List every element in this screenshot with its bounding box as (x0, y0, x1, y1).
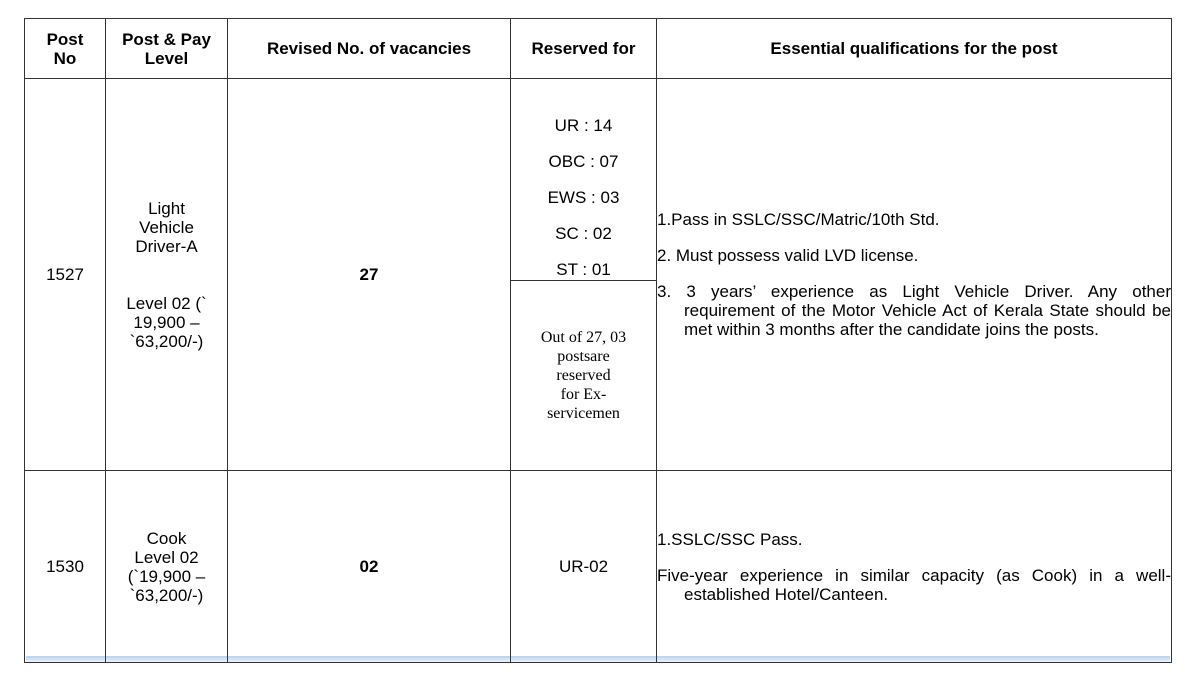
reserved-categories (511, 79, 656, 281)
post-line: (`19,900 – (127, 566, 206, 586)
header-post-no-line2: No (53, 48, 77, 68)
post-pay-cell (106, 79, 228, 471)
post-no-cell: 1527 (25, 79, 106, 471)
qualification-item: 1.SSLC/SSC Pass. (657, 529, 803, 549)
qualification-item: 2. Must possess valid LVD license. (657, 246, 919, 265)
header-post-no-line1: Post (46, 29, 84, 49)
reserved-split (511, 79, 656, 470)
pay-line: 19,900 – (133, 312, 200, 332)
header-reserved: Reserved for (511, 19, 657, 79)
post-line: Cook (146, 528, 187, 548)
ex-line: servicemen (547, 405, 620, 422)
header-post-pay (106, 19, 228, 79)
reserved-ur: UR : 14 (554, 116, 613, 135)
reserved-st: ST : 01 (556, 260, 611, 279)
spacer (106, 256, 227, 294)
post-line: Driver-A (135, 236, 198, 256)
qualifications-cell (657, 471, 1172, 663)
qualifications-cell (657, 79, 1172, 471)
ex-line: reserved (556, 367, 611, 384)
vacancies-cell: 27 (228, 79, 511, 471)
reserved-cell: UR-02 (511, 471, 657, 663)
post-line: Vehicle (139, 217, 194, 237)
qualification-item: 1.Pass in SSLC/SSC/Matric/10th Std. (657, 210, 940, 229)
header-post-pay-line2: Level (144, 48, 189, 68)
qualification-item: Five-year experience in similar capacity (as Cook) in a well-established Hotel/Canteen. (657, 565, 1171, 604)
qualification-item: 3. 3 years’ experience as Light Vehicle Driver. Any other requirement of the Motor Vehicle Act of Kerala State should be met within 3 months after the candidate joins the posts. (657, 282, 1171, 339)
vacancies-cell: 02 (228, 471, 511, 663)
pay-line: `63,200/-) (129, 331, 204, 351)
header-vacancies: Revised No. of vacancies (228, 19, 511, 79)
post-line: Light (148, 198, 185, 218)
post-no-cell: 1530 (25, 471, 106, 663)
table-row (25, 471, 1172, 663)
ex-line: Out of 27, 03 (540, 329, 627, 346)
post-line: `63,200/-) (129, 585, 204, 605)
reserved-cell (511, 79, 657, 471)
post-pay-cell (106, 471, 228, 663)
vacancy-table (24, 18, 1172, 663)
ex-line: postsare (557, 348, 610, 365)
post-line: Level 02 (134, 547, 199, 567)
ex-servicemen-note (511, 281, 656, 470)
header-qualifications: Essential qualifications for the post (657, 19, 1172, 79)
reserved-ews: EWS : 03 (547, 188, 620, 207)
header-post-pay-line1: Post & Pay (122, 29, 211, 49)
header-row (25, 19, 1172, 79)
table-row (25, 79, 1172, 471)
ex-servicemen-text (522, 328, 646, 423)
header-post-no (25, 19, 106, 79)
reserved-sc: SC : 02 (555, 224, 612, 243)
ex-line: for Ex- (560, 386, 607, 403)
reserved-obc: OBC : 07 (548, 152, 619, 171)
pay-line: Level 02 (` (126, 293, 207, 313)
